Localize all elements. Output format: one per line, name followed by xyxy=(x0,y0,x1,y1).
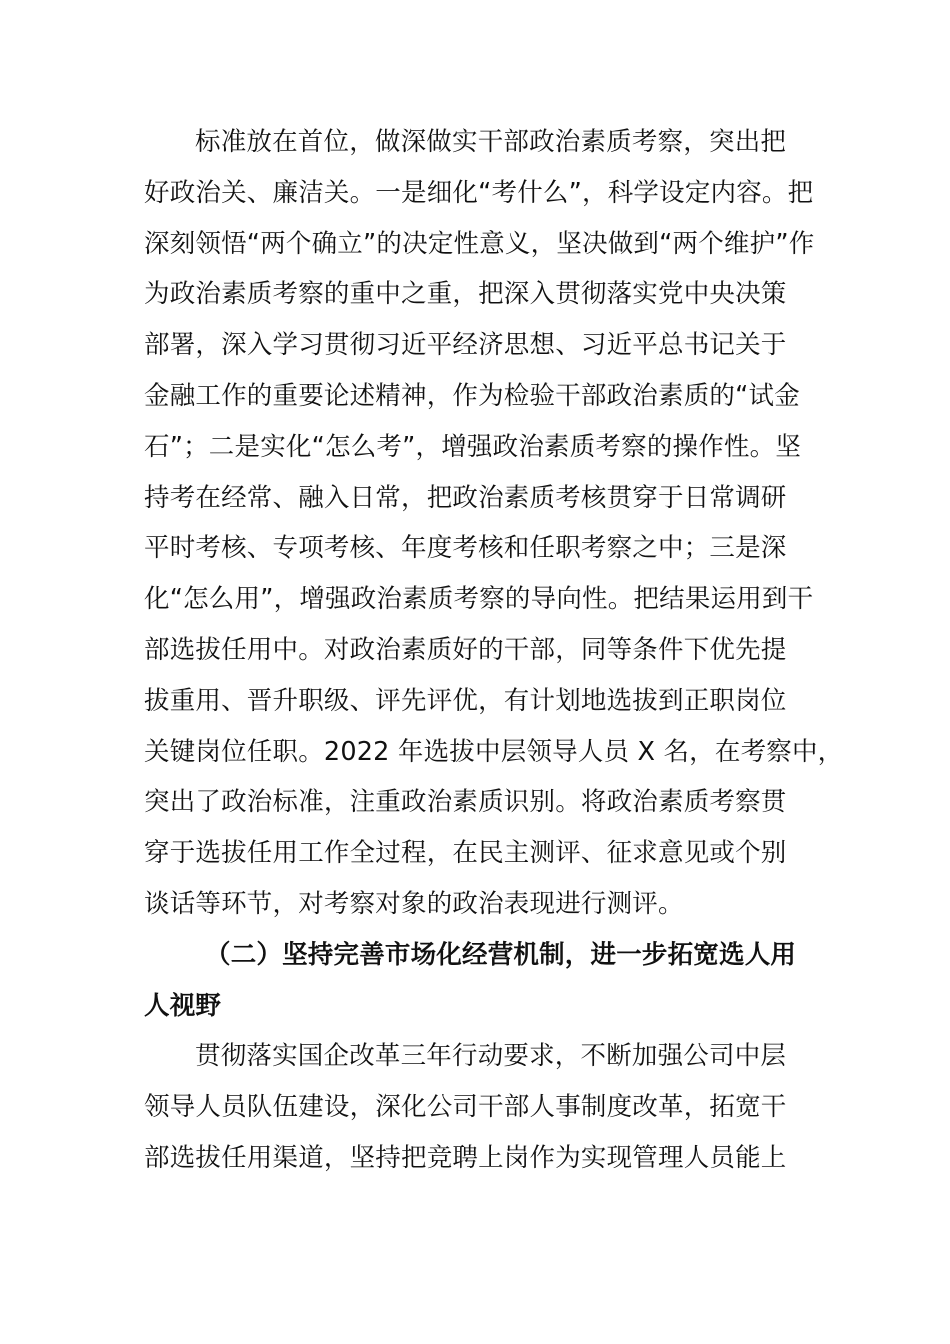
paragraph-line: 关键岗位任职。2022 年选拔中层领导人员 X 名，在考察中， xyxy=(144,736,844,767)
section-heading-line: 人视野 xyxy=(144,990,222,1021)
paragraph-line: 深刻领悟“两个确立”的决定性意义，坚决做到“两个维护”作 xyxy=(144,228,815,259)
paragraph-line: 化“怎么用”，增强政治素质考察的导向性。把结果运用到干 xyxy=(144,584,814,615)
paragraph-line: 穿于选拔任用工作全过程，在民主测评、征求意见或个别 xyxy=(144,838,787,869)
paragraph-line: 金融工作的重要论述精神，作为检验干部政治素质的“试金 xyxy=(144,380,800,411)
paragraph-line: 好政治关、廉洁关。一是细化“考什么”，科学设定内容。把 xyxy=(144,177,814,208)
paragraph-line: 领导人员队伍建设，深化公司干部人事制度改革，拓宽干 xyxy=(144,1092,787,1123)
section-heading-line: （二）坚持完善市场化经营机制，进一步拓宽选人用 xyxy=(205,939,797,970)
paragraph-line: 谈话等环节，对考察对象的政治表现进行测评。 xyxy=(144,888,684,919)
paragraph-line: 石”；二是实化“怎么考”，增强政治素质考察的操作性。坚 xyxy=(144,431,802,462)
paragraph-line: 部选拔任用中。对政治素质好的干部，同等条件下优先提 xyxy=(144,634,787,665)
paragraph-line: 突出了政治标准，注重政治素质识别。将政治素质考察贯 xyxy=(144,787,787,818)
paragraph-line: 贯彻落实国企改革三年行动要求，不断加强公司中层 xyxy=(195,1041,787,1072)
paragraph-line: 标准放在首位，做深做实干部政治素质考察，突出把 xyxy=(195,127,787,157)
paragraph-line: 平时考核、专项考核、年度考核和任职考察之中；三是深 xyxy=(144,533,787,564)
paragraph-line: 部选拔任用渠道，坚持把竞聘上岗作为实现管理人员能上 xyxy=(144,1142,787,1173)
paragraph-line: 为政治素质考察的重中之重，把深入贯彻落实党中央决策 xyxy=(144,279,787,310)
document-body xyxy=(144,117,844,1184)
paragraph-line: 持考在经常、融入日常，把政治素质考核贯穿于日常调研 xyxy=(144,482,787,513)
paragraph-line: 部署，深入学习贯彻习近平经济思想、习近平总书记关于 xyxy=(144,330,787,361)
paragraph-line: 拔重用、晋升职级、评先评优，有计划地选拔到正职岗位 xyxy=(144,685,787,716)
